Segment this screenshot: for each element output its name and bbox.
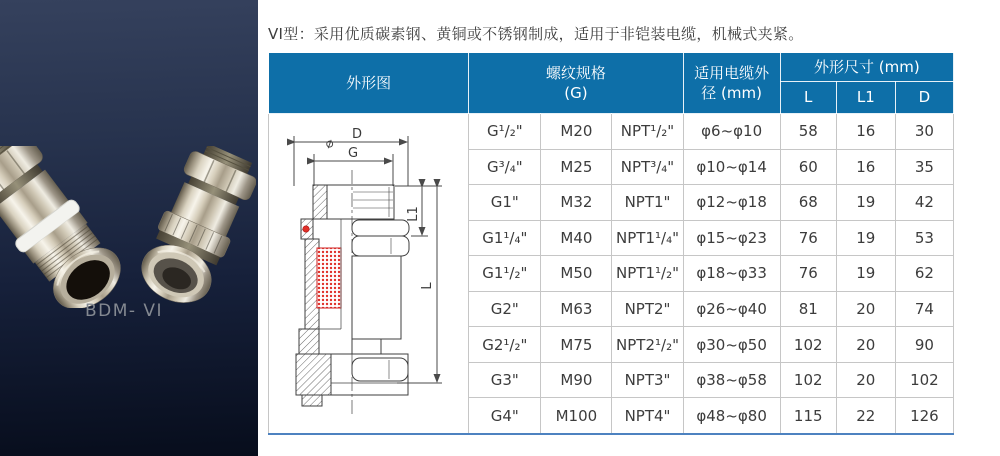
cell-L: 102 bbox=[780, 327, 836, 363]
seal-insert bbox=[317, 248, 341, 308]
cell-L1: 20 bbox=[836, 327, 895, 363]
cell-cable-od: φ15~φ23 bbox=[683, 220, 780, 256]
header-cable-line2: 径 (mm) bbox=[701, 84, 762, 102]
cell-D: 90 bbox=[895, 327, 953, 363]
cell-L1: 19 bbox=[836, 256, 895, 292]
cell-g-size: G³/₄" bbox=[469, 149, 541, 185]
cell-metric: M50 bbox=[541, 256, 612, 292]
cell-g-size: G2" bbox=[469, 291, 541, 327]
dim-label-G: G bbox=[347, 146, 359, 161]
cell-metric: M100 bbox=[541, 398, 612, 434]
diameter-symbol: ⌀ bbox=[322, 135, 337, 153]
header-thread-line1: 螺纹规格 bbox=[545, 63, 606, 82]
dim-label-D: D bbox=[351, 127, 363, 142]
outline-drawing bbox=[269, 114, 469, 429]
cell-metric: M32 bbox=[541, 185, 612, 221]
cell-g-size: G3" bbox=[469, 362, 541, 398]
cell-npt: NPT³/₄" bbox=[612, 149, 683, 185]
cell-npt: NPT1" bbox=[612, 185, 683, 221]
cell-npt: NPT2¹/₂" bbox=[612, 327, 683, 363]
header-thread-line2: (G) bbox=[564, 84, 588, 102]
cell-g-size: G1¹/₄" bbox=[469, 220, 541, 256]
product-photo bbox=[0, 146, 256, 308]
cell-g-size: G¹/₂" bbox=[469, 114, 541, 150]
cell-L1: 22 bbox=[836, 398, 895, 434]
cell-npt: NPT¹/₂" bbox=[612, 114, 683, 150]
o-ring bbox=[303, 226, 309, 232]
cell-D: 42 bbox=[895, 185, 953, 221]
cell-D: 62 bbox=[895, 256, 953, 292]
cell-g-size: G2¹/₂" bbox=[469, 327, 541, 363]
cell-L1: 16 bbox=[836, 114, 895, 150]
gland-right bbox=[133, 146, 256, 308]
cell-D: 126 bbox=[895, 398, 953, 434]
cell-npt: NPT4" bbox=[612, 398, 683, 434]
cell-L1: 20 bbox=[836, 362, 895, 398]
cell-cable-od: φ10~φ14 bbox=[683, 149, 780, 185]
cell-g-size: G1" bbox=[469, 185, 541, 221]
dim-label-L1: L1 bbox=[406, 206, 421, 222]
gland-left bbox=[0, 146, 134, 308]
cell-cable-od: φ48~φ80 bbox=[683, 398, 780, 434]
cell-D: 102 bbox=[895, 362, 953, 398]
cell-L: 60 bbox=[780, 149, 836, 185]
header-outline: 外形图 bbox=[269, 53, 469, 114]
cell-metric: M25 bbox=[541, 149, 612, 185]
cell-D: 35 bbox=[895, 149, 953, 185]
header-cable-od bbox=[683, 53, 780, 114]
cell-npt: NPT1¹/₄" bbox=[612, 220, 683, 256]
cell-L: 58 bbox=[780, 114, 836, 150]
cell-L: 76 bbox=[780, 220, 836, 256]
cell-L: 68 bbox=[780, 185, 836, 221]
header-dimensions: 外形尺寸 (mm) bbox=[780, 53, 953, 82]
cell-g-size: G1¹/₂" bbox=[469, 256, 541, 292]
header-sub-L1: L1 bbox=[836, 82, 895, 114]
header-thread-spec bbox=[469, 53, 683, 114]
cell-metric: M90 bbox=[541, 362, 612, 398]
header-sub-D: D bbox=[895, 82, 953, 114]
cell-D: 53 bbox=[895, 220, 953, 256]
cell-metric: M75 bbox=[541, 327, 612, 363]
cell-cable-od: φ6~φ10 bbox=[683, 114, 780, 150]
cell-L: 115 bbox=[780, 398, 836, 434]
product-panel bbox=[0, 0, 258, 456]
cell-npt: NPT2" bbox=[612, 291, 683, 327]
model-label: BDM- VI bbox=[84, 301, 164, 321]
cell-D: 74 bbox=[895, 291, 953, 327]
intro-text: VI型：采用优质碳素钢、黄铜或不锈钢制成，适用于非铠装电缆，机械式夹紧。 bbox=[268, 25, 804, 43]
cell-L1: 19 bbox=[836, 220, 895, 256]
cell-L1: 16 bbox=[836, 149, 895, 185]
cell-cable-od: φ12~φ18 bbox=[683, 185, 780, 221]
cell-metric: M20 bbox=[541, 114, 612, 150]
cell-cable-od: φ18~φ33 bbox=[683, 256, 780, 292]
cell-npt: NPT3" bbox=[612, 362, 683, 398]
header-sub-L: L bbox=[780, 82, 836, 114]
dim-label-L: L bbox=[420, 282, 435, 290]
cell-L1: 19 bbox=[836, 185, 895, 221]
cell-cable-od: φ26~φ40 bbox=[683, 291, 780, 327]
cell-metric: M63 bbox=[541, 291, 612, 327]
cell-D: 30 bbox=[895, 114, 953, 150]
outline-drawing-cell bbox=[269, 114, 469, 435]
cell-L: 76 bbox=[780, 256, 836, 292]
cell-g-size: G4" bbox=[469, 398, 541, 434]
cell-cable-od: φ38~φ58 bbox=[683, 362, 780, 398]
header-cable-line1: 适用电缆外 bbox=[694, 63, 770, 82]
cell-npt: NPT1¹/₂" bbox=[612, 256, 683, 292]
cell-L: 81 bbox=[780, 291, 836, 327]
cell-L: 102 bbox=[780, 362, 836, 398]
table-row bbox=[269, 114, 954, 150]
cell-cable-od: φ30~φ50 bbox=[683, 327, 780, 363]
cell-L1: 20 bbox=[836, 291, 895, 327]
spec-table bbox=[268, 52, 954, 435]
cell-metric: M40 bbox=[541, 220, 612, 256]
